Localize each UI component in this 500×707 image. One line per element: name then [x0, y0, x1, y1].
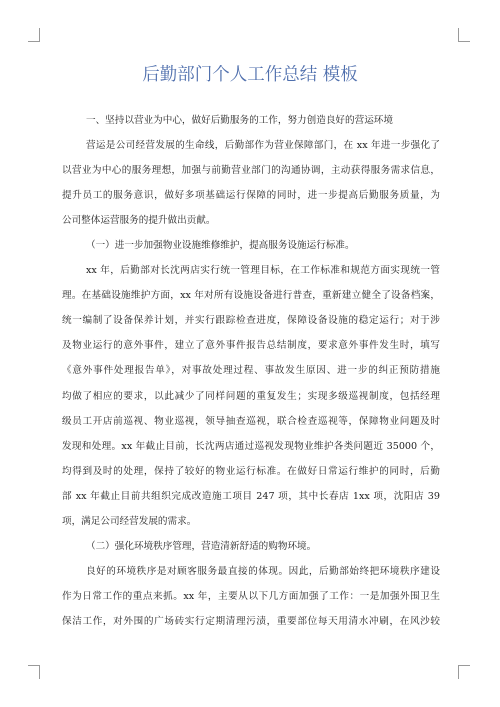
crop-mark-bottom-right: [458, 665, 470, 679]
crop-mark-top-right: [458, 28, 470, 42]
paragraph-line: （二）强化环境秩序管理，营造清新舒适的购物环境。: [86, 541, 317, 553]
paragraph-line: 以营业为中心的服务理想，加强与前勤营业部门的沟通协调，主动获得服务需求信息，: [62, 164, 440, 176]
paragraph-line: 均做了相应的要求，以此减少了同样问题的重复发生；实现多级巡视制度，包括经理: [62, 390, 440, 402]
paragraph-line: 一、坚持以营业为中心，做好后勤服务的工作，努力创造良好的营运环境: [86, 114, 393, 126]
paragraph-line: （一）进一步加强物业设施维修维护，提高服务设施运行标准。: [86, 239, 355, 251]
paragraph-line: 理。在基础设施维护方面，xx 年对所有设施设备进行普查，重新建立健全了设备档案，: [62, 290, 440, 302]
subsection-heading-2: [62, 534, 440, 559]
document-title: 后勤部门个人工作总结 模板: [142, 65, 358, 85]
paragraph-line: 保洁工作，对外围的广场砖实行定期清理污渍，重要部位每天用清水冲刷，在风沙较: [62, 616, 440, 628]
subsection-heading-1: [62, 233, 440, 258]
crop-mark-top-left: [28, 28, 40, 42]
paragraph-line: 《意外事件处理报告单》，对事故处理过程、事故发生原因、进一步的纠正预防措施: [62, 365, 440, 377]
paragraph-line: 良好的环境秩序是对顾客服务最直接的体现。因此，后勤部始终把环境秩序建设: [86, 566, 440, 578]
paragraph: [62, 258, 440, 534]
paragraph: [62, 133, 440, 233]
paragraph-line: 及物业运行的意外事件，建立了意外事件报告总结制度，要求意外事件发生时，填写: [62, 340, 440, 352]
section-heading-1: [62, 108, 440, 133]
paragraph-line: 级员工开店前巡视、物业巡视，领导抽查巡视，联合检查巡视等，保障物业问题及时: [62, 415, 440, 427]
paragraph-line: 作为日常工作的重点来抓。xx 年，主要从以下几方面加强了工作：一是加强外围卫生: [62, 591, 440, 603]
paragraph-line: 部 xx 年截止目前共组织完成改造施工项目 247 项，其中长春店 1xx 项，沈阳店 39: [62, 490, 440, 502]
paragraph: [62, 559, 440, 634]
paragraph-line: 项，满足公司经营发展的需求。: [62, 516, 197, 527]
paragraph-line: 营运是公司经营发展的生命线，后勤部作为营业保障部门，在 xx 年进一步强化了: [86, 139, 440, 151]
paragraph-line: 均得到及时的处理，保持了较好的物业运行标准。在做好日常运行维护的同时，后勤: [62, 465, 440, 477]
crop-mark-bottom-left: [28, 665, 40, 679]
document-body: [62, 108, 440, 635]
paragraph-line: 统一编制了设备保养计划，并实行跟踪检查进度，保障设备设施的稳定运行；对于涉: [62, 315, 440, 327]
paragraph-line: 提升员工的服务意识，做好多项基础运行保障的同时，进一步提高后勤服务质量，为: [62, 189, 440, 201]
paragraph-line: 发现和处理。xx 年截止目前，长沈两店通过巡视发现物业维护各类问题近 35000 个，: [62, 440, 440, 452]
paragraph-line: xx 年，后勤部对长沈两店实行统一管理目标，在工作标准和规范方面实现统一管: [86, 265, 440, 277]
paragraph-line: 公司整体运营服务的提升做出贡献。: [62, 214, 216, 226]
